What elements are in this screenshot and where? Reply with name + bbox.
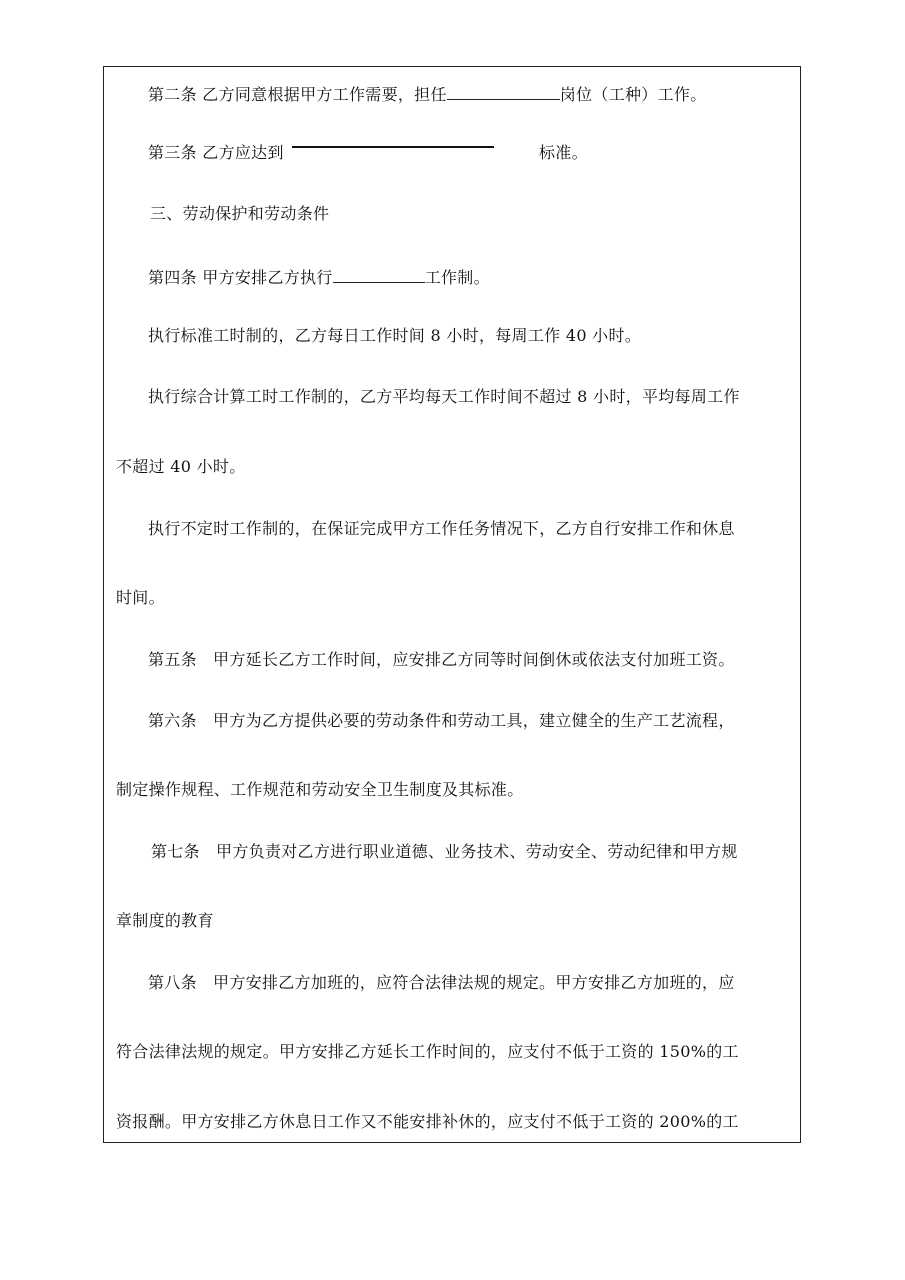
- section-3-heading-text: 三、劳动保护和劳动条件: [150, 204, 330, 223]
- comprehensive-hours-text-2: 不超过 40 小时。: [116, 457, 246, 476]
- article-6-line-2: [116, 780, 524, 800]
- flexible-hours-text-1: 执行不定时工作制的，在保证完成甲方工作任务情况下，乙方自行安排工作和休息: [148, 519, 735, 538]
- article-7-line-1: [151, 842, 738, 862]
- article-7-text-1: 第七条 甲方负责对乙方进行职业道德、业务技术、劳动安全、劳动纪律和甲方规: [151, 842, 738, 861]
- article-2-text: 第二条 乙方同意根据甲方工作需要，担任: [148, 85, 447, 104]
- article-4-suffix: 工作制。: [424, 268, 490, 287]
- article-8-text-2: 符合法律法规的规定。甲方安排乙方延长工作时间的，应支付不低于工资的 150%的工: [116, 1042, 739, 1061]
- article-7-text-2: 章制度的教育: [116, 911, 214, 930]
- standard-hours-text: 执行标准工时制的，乙方每日工作时间 8 小时，每周工作 40 小时。: [148, 326, 642, 345]
- article-8-text-3: 资报酬。甲方安排乙方休息日工作又不能安排补休的，应支付不低于工资的 200%的工: [116, 1112, 739, 1131]
- flexible-hours-line-2: [116, 588, 165, 608]
- article-2-line: [148, 83, 707, 105]
- article-3-blank[interactable]: [292, 130, 494, 148]
- article-4-blank[interactable]: [333, 266, 425, 283]
- article-6-text-1: 第六条 甲方为乙方提供必要的劳动条件和劳动工具，建立健全的生产工艺流程，: [148, 711, 735, 730]
- standard-hours-line: [148, 326, 641, 346]
- article-5-line: [148, 650, 735, 670]
- section-3-heading: [150, 204, 329, 224]
- article-8-text-1: 第八条 甲方安排乙方加班的，应符合法律法规的规定。甲方安排乙方加班的，应: [148, 973, 735, 992]
- comprehensive-hours-text-1: 执行综合计算工时工作制的，乙方平均每天工作时间不超过 8 小时，平均每周工作: [148, 387, 740, 406]
- comprehensive-hours-line-2: [116, 457, 246, 477]
- flexible-hours-text-2: 时间。: [116, 588, 165, 607]
- article-7-line-2: [116, 911, 214, 931]
- article-8-line-2: [116, 1042, 739, 1062]
- article-3-suffix: 标准。: [539, 143, 588, 162]
- article-4-text: 第四条 甲方安排乙方执行: [148, 268, 333, 287]
- article-3-suffix-line: [539, 143, 588, 163]
- flexible-hours-line-1: [148, 519, 735, 539]
- article-2-suffix: 岗位（工种）工作。: [559, 85, 707, 104]
- article-6-text-2: 制定操作规程、工作规范和劳动安全卫生制度及其标准。: [116, 780, 524, 799]
- article-3-line: [148, 143, 284, 163]
- article-6-line-1: [148, 711, 735, 731]
- article-8-line-1: [148, 973, 735, 993]
- article-4-line: [148, 266, 490, 288]
- article-3-text: 第三条 乙方应达到: [148, 143, 284, 162]
- article-2-blank[interactable]: [447, 83, 560, 100]
- article-8-line-3: [116, 1112, 739, 1132]
- article-5-text: 第五条 甲方延长乙方工作时间，应安排乙方同等时间倒休或依法支付加班工资。: [148, 650, 735, 669]
- comprehensive-hours-line-1: [148, 387, 740, 407]
